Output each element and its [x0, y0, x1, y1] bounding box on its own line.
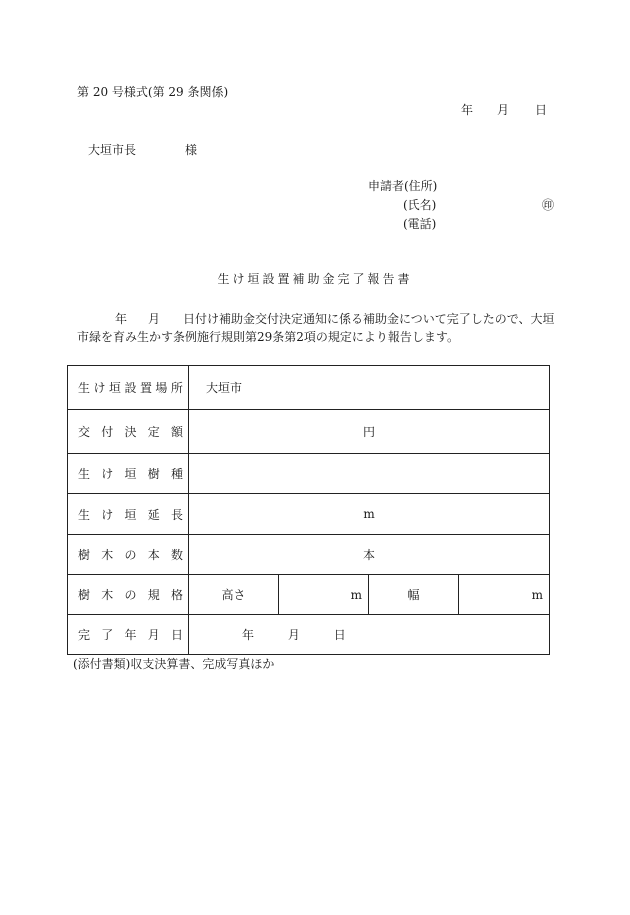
label-spaced	[78, 379, 183, 396]
label-char: の	[124, 548, 137, 562]
form-number: 第 20 号様式(第 29 条関係)	[77, 85, 229, 99]
date-day: 日	[535, 103, 548, 117]
label-char: 所	[170, 381, 183, 395]
label-char: 本	[147, 548, 160, 562]
row-label	[68, 366, 189, 410]
label-char: 垣	[108, 381, 121, 395]
seal-mark-icon: ㊞	[542, 198, 555, 212]
label-char: 完	[78, 628, 91, 642]
row-label	[68, 494, 189, 535]
label-spaced	[78, 586, 183, 603]
report-table	[67, 365, 550, 655]
completion-year: 年	[242, 628, 255, 642]
date-month: 月	[497, 103, 510, 117]
height-label: 高さ	[189, 575, 279, 615]
hedge-species-field[interactable]	[189, 454, 550, 494]
body-year: 年	[115, 312, 128, 326]
label-char: 生	[78, 467, 91, 481]
completion-day: 日	[333, 628, 346, 642]
table-row	[68, 494, 550, 535]
row-label	[68, 410, 189, 454]
label-char: 規	[147, 588, 160, 602]
document-title: 生け垣設置補助金完了報告書	[217, 272, 413, 286]
width-field[interactable]: m	[459, 575, 550, 615]
label-char: 長	[170, 507, 183, 522]
table-row	[68, 615, 550, 655]
label-char: 決	[124, 425, 137, 439]
completion-month: 月	[287, 628, 300, 642]
label-char: の	[124, 588, 137, 602]
label-char: 樹	[78, 588, 91, 602]
body-line-2: 市緑を育み生かす条例施行規則第29条第2項の規定により報告します。	[77, 330, 459, 344]
label-char: 延	[147, 507, 160, 522]
applicant-address-label: 申請者(住所)	[368, 179, 438, 193]
table-row	[68, 454, 550, 494]
label-char: 設	[124, 381, 137, 395]
row-label	[68, 535, 189, 575]
label-char: 垣	[124, 507, 137, 522]
label-char: 種	[170, 467, 183, 481]
width-label: 幅	[369, 575, 459, 615]
label-char: 垣	[124, 467, 137, 481]
label-spaced	[78, 465, 183, 482]
label-spaced	[78, 423, 183, 440]
label-char: 格	[170, 588, 183, 602]
label-char: 場	[155, 381, 168, 395]
body-line-1-text: 日付け補助金交付決定通知に係る補助金について完了したので、大垣	[183, 312, 555, 326]
label-char: 生	[78, 507, 91, 522]
grant-amount-field[interactable]: 円	[189, 410, 550, 454]
row-label	[68, 575, 189, 615]
date-year: 年	[461, 103, 474, 117]
label-char: 年	[124, 628, 137, 642]
table-row	[68, 535, 550, 575]
row-label	[68, 454, 189, 494]
addressee-honorific: 様	[185, 143, 198, 157]
label-char: 定	[147, 425, 160, 439]
label-char: 木	[101, 548, 114, 562]
table-row	[68, 410, 550, 454]
label-char: け	[101, 507, 114, 522]
label-char: 日	[170, 628, 183, 642]
tree-count-field[interactable]: 本	[189, 535, 550, 575]
label-char: 木	[101, 588, 114, 602]
table-row	[68, 575, 550, 615]
applicant-phone-label: (電話)	[403, 217, 437, 231]
hedge-length-field[interactable]: m	[189, 494, 550, 535]
label-char: 生	[78, 381, 91, 395]
label-char: 樹	[147, 467, 160, 481]
body-month: 月	[148, 312, 161, 326]
label-char: 置	[139, 381, 152, 395]
label-spaced	[78, 506, 183, 523]
label-char: 月	[147, 628, 160, 642]
completion-date-field[interactable]	[189, 615, 550, 655]
label-char: 付	[101, 425, 114, 439]
applicant-name-label: (氏名)	[403, 198, 437, 212]
label-char: 交	[78, 425, 91, 439]
label-char: け	[101, 467, 114, 481]
label-char: 樹	[78, 548, 91, 562]
label-spaced	[78, 546, 183, 563]
label-char: け	[93, 381, 106, 395]
label-char: 了	[101, 628, 114, 642]
addressee-name: 大垣市長	[88, 143, 137, 157]
height-field[interactable]: m	[279, 575, 369, 615]
row-label	[68, 615, 189, 655]
label-char: 額	[170, 425, 183, 439]
label-char: 数	[170, 548, 183, 562]
table-row	[68, 366, 550, 410]
label-spaced	[78, 626, 183, 643]
location-field[interactable]: 大垣市	[189, 366, 550, 410]
attachments-note: (添付書類)収支決算書、完成写真ほか	[73, 657, 275, 671]
